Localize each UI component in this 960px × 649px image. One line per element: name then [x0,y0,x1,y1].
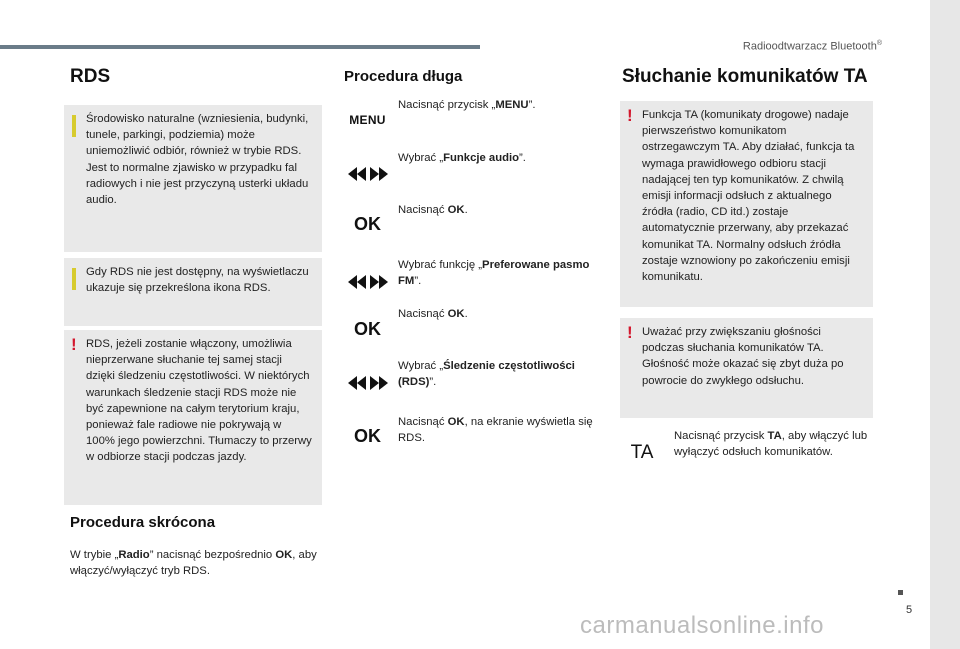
step-4: Wybrać funkcję „Preferowane pasmo FM”. [340,257,600,317]
page-side-rail [930,0,960,649]
step-5: OK Nacisnąć OK. [354,308,468,339]
step-2: Wybrać „Funkcje audio”. [340,150,600,210]
info-marker-icon [72,268,76,290]
ta-warning-box-1: ! Funkcja TA (komunikaty drogowe) nadaje pierwszeństwo komunikatom ostrzegawczym TA. Aby działać, funkcja ta wymaga prawidłowego odbioru stacji nadającej ten typ komunikatów. Z chwilą emisji informacji odsłuch z aktualnego źródła (radio, CD itd.) zostaje automatycznie przerwany, aby przekazać komunikat TA. Normalny odsłuch źródła zostaje wznowiony po zakończeniu emisji komunikatu. [620,101,873,307]
short-procedure-text: W trybie „Radio” nacisnąć bezpośrednio OK, aby włączyć/wyłączyć tryb RDS. [70,549,317,577]
step-1: MENU Nacisnąć przycisk „MENU”. [349,99,536,127]
info-marker-icon [72,115,76,137]
menu-button-icon: MENU [349,113,386,127]
ok-button-icon: OK [354,214,381,234]
page-number: 5 [906,604,913,616]
step-6: Wybrać „Śledzenie częstotliwości (RDS)”. [340,358,600,418]
ta-warning-box-2: ! Uważać przy zwiększaniu głośności podczas słuchania komunikatów TA. Głośność może okazać się zbyt duża po powrocie do zwykłego odsłuchu. [620,318,873,418]
header-title: Radioodtwarzacz Bluetooth® [742,40,882,53]
short-procedure-heading: Procedura skrócona [70,514,216,531]
watermark: carmanualsonline.info [580,612,824,639]
arrows-icon [340,166,395,182]
step-3: OK Nacisnąć OK. [354,204,468,234]
ok-button-icon: OK [354,319,381,339]
warning-icon: ! [627,323,633,342]
long-procedure-heading: Procedura długa [344,68,463,85]
step-7: OK Nacisnąć OK, na ekranie wyświetla się RDS. [354,416,593,446]
arrows-icon [340,274,395,290]
ta-heading: Słuchanie komunikatów TA [622,66,868,87]
rds-warning-box: ! RDS, jeżeli zostanie włączony, umożliwia nieprzerwane słuchanie tej samej stacji dzięki śledzeniu częstotliwości. W niektórych warunkach śledzenie stacji RDS może nie być zapewnione na całym terytorium kraju, ponieważ fale radiowe nie pokrywają w 100% jego powierzchni. Tłumaczy to przerwy w odbiorze stacji podczas jazdy. [64,330,322,505]
header-bar [0,45,480,49]
page-marker [898,590,903,595]
ta-step: TA Nacisnąć przycisk TA, aby włączyć lub wyłączyć odsłuch komunikatów. [630,430,868,463]
arrows-icon [340,375,395,391]
warning-icon: ! [627,106,633,125]
ok-button-icon: OK [354,426,381,446]
ta-button-icon: TA [630,442,654,463]
rds-info-box-2: Gdy RDS nie jest dostępny, na wyświetlaczu ukazuje się przekreślona ikona RDS. [64,258,322,326]
rds-heading: RDS [70,66,111,87]
rds-info-box-1: Środowisko naturalne (wzniesienia, budynki, tunele, parkingi, podziemia) może uniemożliwić odbiór, również w trybie RDS. Jest to normalne zjawisko w przypadku fal radiowych i nie jest przyczyną usterki układu audio. [64,105,322,252]
warning-icon: ! [71,335,77,354]
